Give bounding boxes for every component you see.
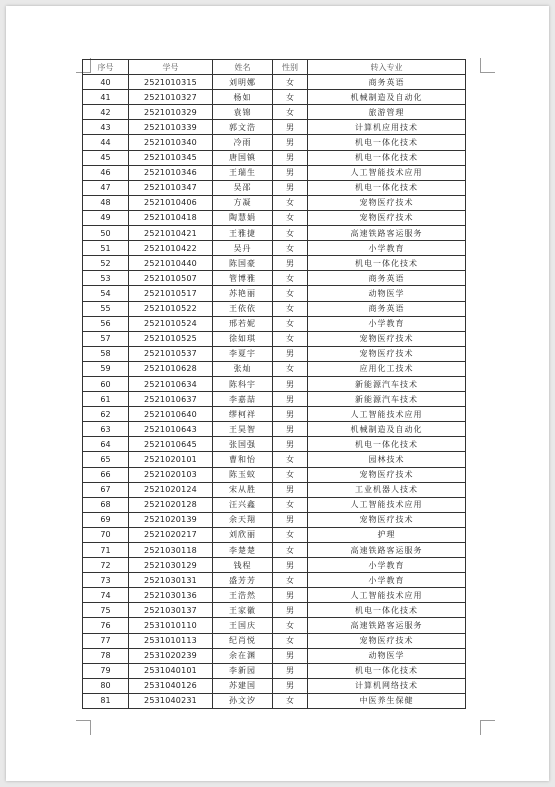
student-name: 王瑞生	[213, 165, 273, 180]
student-id: 2531040126	[129, 678, 213, 693]
table-row	[83, 226, 466, 241]
row-index: 52	[83, 256, 129, 271]
table-row	[83, 376, 466, 391]
gender: 女	[273, 573, 308, 588]
row-index: 81	[83, 693, 129, 708]
row-index: 68	[83, 497, 129, 512]
transfer-major: 动物医学	[308, 286, 466, 301]
table-row	[83, 663, 466, 678]
row-index: 74	[83, 588, 129, 603]
table-row	[83, 346, 466, 361]
student-id: 2521010422	[129, 241, 213, 256]
table-row	[83, 633, 466, 648]
student-name: 袁锦	[213, 105, 273, 120]
gender: 男	[273, 437, 308, 452]
table-row	[83, 618, 466, 633]
gender: 男	[273, 392, 308, 407]
student-name: 汪兴鑫	[213, 497, 273, 512]
gender: 女	[273, 452, 308, 467]
row-index: 55	[83, 301, 129, 316]
gender: 女	[273, 693, 308, 708]
header-gender: 性别	[273, 60, 308, 75]
row-index: 72	[83, 558, 129, 573]
gender: 女	[273, 527, 308, 542]
student-name: 张灿	[213, 361, 273, 376]
table-row	[83, 256, 466, 271]
student-name: 刘欣丽	[213, 527, 273, 542]
transfer-major: 宠物医疗技术	[308, 210, 466, 225]
student-name: 缪柯祥	[213, 407, 273, 422]
crop-mark-top-right	[480, 58, 495, 73]
student-id: 2531020239	[129, 648, 213, 663]
table-row	[83, 678, 466, 693]
student-id: 2531010113	[129, 633, 213, 648]
table-row	[83, 241, 466, 256]
student-id: 2521010634	[129, 376, 213, 391]
transfer-major: 小学教育	[308, 241, 466, 256]
student-name: 王浩然	[213, 588, 273, 603]
student-id: 2521010537	[129, 346, 213, 361]
student-id: 2521010645	[129, 437, 213, 452]
transfer-major: 机电一体化技术	[308, 663, 466, 678]
row-index: 57	[83, 331, 129, 346]
student-name: 李新园	[213, 663, 273, 678]
table-row	[83, 165, 466, 180]
transfer-major: 商务英语	[308, 75, 466, 90]
table-row	[83, 512, 466, 527]
student-name: 苏艳丽	[213, 286, 273, 301]
table-row	[83, 588, 466, 603]
student-name: 陈国豪	[213, 256, 273, 271]
student-id: 2521030137	[129, 603, 213, 618]
student-name: 方凝	[213, 195, 273, 210]
row-index: 77	[83, 633, 129, 648]
student-name: 曹和怡	[213, 452, 273, 467]
student-name: 李夏宇	[213, 346, 273, 361]
table-row	[83, 361, 466, 376]
row-index: 56	[83, 316, 129, 331]
student-name: 管博雅	[213, 271, 273, 286]
student-id: 2531040231	[129, 693, 213, 708]
student-name: 盛芳芳	[213, 573, 273, 588]
student-name: 杨如	[213, 90, 273, 105]
student-id: 2521010327	[129, 90, 213, 105]
student-name: 王国庆	[213, 618, 273, 633]
student-name: 郭文浩	[213, 120, 273, 135]
row-index: 42	[83, 105, 129, 120]
row-index: 64	[83, 437, 129, 452]
student-id: 2521020128	[129, 497, 213, 512]
transfer-major: 商务英语	[308, 301, 466, 316]
student-id: 2521010525	[129, 331, 213, 346]
table-row	[83, 301, 466, 316]
transfer-major: 人工智能技术应用	[308, 588, 466, 603]
table-row	[83, 648, 466, 663]
transfer-major: 机械制造及自动化	[308, 90, 466, 105]
student-name: 余在渊	[213, 648, 273, 663]
student-id: 2521030131	[129, 573, 213, 588]
transfer-major: 小学教育	[308, 316, 466, 331]
table-row	[83, 331, 466, 346]
student-name: 余天翔	[213, 512, 273, 527]
student-name: 吴丹	[213, 241, 273, 256]
table-body	[83, 75, 466, 709]
transfer-major: 中医养生保健	[308, 693, 466, 708]
gender: 男	[273, 256, 308, 271]
row-index: 73	[83, 573, 129, 588]
student-id: 2521010339	[129, 120, 213, 135]
transfer-major: 机电一体化技术	[308, 437, 466, 452]
transfer-major: 商务英语	[308, 271, 466, 286]
table-row	[83, 286, 466, 301]
student-name: 苏建国	[213, 678, 273, 693]
transfer-major: 高速铁路客运服务	[308, 543, 466, 558]
row-index: 79	[83, 663, 129, 678]
transfer-major: 机电一体化技术	[308, 256, 466, 271]
table-row	[83, 135, 466, 150]
student-id: 2521010340	[129, 135, 213, 150]
student-id: 2521010637	[129, 392, 213, 407]
student-name: 唐国镇	[213, 150, 273, 165]
transfer-major: 宠物医疗技术	[308, 633, 466, 648]
transfer-student-table	[82, 59, 466, 709]
table-row	[83, 392, 466, 407]
student-id: 2521010406	[129, 195, 213, 210]
gender: 男	[273, 120, 308, 135]
table-row	[83, 90, 466, 105]
gender: 男	[273, 558, 308, 573]
table-row	[83, 75, 466, 90]
transfer-major: 工业机器人技术	[308, 482, 466, 497]
transfer-major: 机电一体化技术	[308, 603, 466, 618]
student-id: 2521010507	[129, 271, 213, 286]
transfer-major: 宠物医疗技术	[308, 331, 466, 346]
row-index: 47	[83, 180, 129, 195]
gender: 男	[273, 663, 308, 678]
table-row	[83, 452, 466, 467]
header-name: 姓名	[213, 60, 273, 75]
transfer-major: 园林技术	[308, 452, 466, 467]
row-index: 43	[83, 120, 129, 135]
student-id: 2521010329	[129, 105, 213, 120]
gender: 女	[273, 226, 308, 241]
gender: 女	[273, 90, 308, 105]
transfer-major: 新能源汽车技术	[308, 392, 466, 407]
student-id: 2521020103	[129, 467, 213, 482]
student-name: 孙文汐	[213, 693, 273, 708]
table-row	[83, 437, 466, 452]
student-name: 李楚楚	[213, 543, 273, 558]
transfer-major: 宠物医疗技术	[308, 195, 466, 210]
student-id: 2521010347	[129, 180, 213, 195]
gender: 女	[273, 316, 308, 331]
gender: 女	[273, 271, 308, 286]
row-index: 69	[83, 512, 129, 527]
student-name: 李嘉喆	[213, 392, 273, 407]
student-name: 陈科宇	[213, 376, 273, 391]
transfer-major: 应用化工技术	[308, 361, 466, 376]
row-index: 61	[83, 392, 129, 407]
table-row	[83, 210, 466, 225]
row-index: 53	[83, 271, 129, 286]
gender: 男	[273, 603, 308, 618]
row-index: 49	[83, 210, 129, 225]
student-id: 2521020217	[129, 527, 213, 542]
student-name: 徐如琪	[213, 331, 273, 346]
table-header-row	[83, 60, 466, 75]
student-name: 王家徽	[213, 603, 273, 618]
student-name: 宋从胜	[213, 482, 273, 497]
transfer-major: 旅游管理	[308, 105, 466, 120]
gender: 男	[273, 678, 308, 693]
gender: 女	[273, 75, 308, 90]
student-name: 钱程	[213, 558, 273, 573]
row-index: 41	[83, 90, 129, 105]
row-index: 44	[83, 135, 129, 150]
row-index: 40	[83, 75, 129, 90]
table-row	[83, 558, 466, 573]
transfer-major: 护理	[308, 527, 466, 542]
header-index: 序号	[83, 60, 129, 75]
student-id: 2521010640	[129, 407, 213, 422]
student-name: 王雅捷	[213, 226, 273, 241]
transfer-major: 人工智能技术应用	[308, 407, 466, 422]
crop-mark-bottom-left	[76, 720, 91, 735]
table-row	[83, 180, 466, 195]
row-index: 65	[83, 452, 129, 467]
table-row	[83, 573, 466, 588]
row-index: 70	[83, 527, 129, 542]
transfer-major: 机电一体化技术	[308, 180, 466, 195]
gender: 男	[273, 407, 308, 422]
student-name: 王昊智	[213, 422, 273, 437]
transfer-major: 小学教育	[308, 558, 466, 573]
header-student-id: 学号	[129, 60, 213, 75]
row-index: 63	[83, 422, 129, 437]
table-row	[83, 543, 466, 558]
table-row	[83, 693, 466, 708]
table-row	[83, 497, 466, 512]
transfer-major: 机电一体化技术	[308, 150, 466, 165]
table-row	[83, 150, 466, 165]
gender: 女	[273, 301, 308, 316]
student-name: 张国强	[213, 437, 273, 452]
table-row	[83, 271, 466, 286]
student-name: 陶慧娟	[213, 210, 273, 225]
row-index: 50	[83, 226, 129, 241]
student-name: 邢若妮	[213, 316, 273, 331]
student-id: 2521010345	[129, 150, 213, 165]
transfer-major: 宠物医疗技术	[308, 512, 466, 527]
transfer-major: 人工智能技术应用	[308, 497, 466, 512]
student-id: 2531040101	[129, 663, 213, 678]
transfer-major: 计算机网络技术	[308, 678, 466, 693]
gender: 女	[273, 105, 308, 120]
row-index: 71	[83, 543, 129, 558]
student-id: 2521010418	[129, 210, 213, 225]
gender: 女	[273, 331, 308, 346]
student-name: 冷雨	[213, 135, 273, 150]
gender: 女	[273, 618, 308, 633]
student-id: 2521030136	[129, 588, 213, 603]
student-id: 2521010421	[129, 226, 213, 241]
student-id: 2521020124	[129, 482, 213, 497]
transfer-major: 新能源汽车技术	[308, 376, 466, 391]
row-index: 58	[83, 346, 129, 361]
table-row	[83, 195, 466, 210]
crop-mark-bottom-right	[480, 720, 495, 735]
gender: 男	[273, 376, 308, 391]
gender: 女	[273, 361, 308, 376]
transfer-major: 机电一体化技术	[308, 135, 466, 150]
gender: 男	[273, 648, 308, 663]
transfer-major: 动物医学	[308, 648, 466, 663]
student-id: 2521020139	[129, 512, 213, 527]
student-id: 2521010517	[129, 286, 213, 301]
table-row	[83, 467, 466, 482]
transfer-major: 计算机应用技术	[308, 120, 466, 135]
table-row	[83, 316, 466, 331]
table-row	[83, 120, 466, 135]
row-index: 54	[83, 286, 129, 301]
gender: 女	[273, 467, 308, 482]
student-id: 2521010524	[129, 316, 213, 331]
transfer-major: 人工智能技术应用	[308, 165, 466, 180]
row-index: 78	[83, 648, 129, 663]
gender: 男	[273, 512, 308, 527]
student-id: 2521010522	[129, 301, 213, 316]
student-id: 2521020101	[129, 452, 213, 467]
row-index: 66	[83, 467, 129, 482]
row-index: 48	[83, 195, 129, 210]
gender: 男	[273, 135, 308, 150]
student-name: 刘明娜	[213, 75, 273, 90]
gender: 女	[273, 497, 308, 512]
transfer-major: 高速铁路客运服务	[308, 618, 466, 633]
row-index: 76	[83, 618, 129, 633]
row-index: 60	[83, 376, 129, 391]
row-index: 62	[83, 407, 129, 422]
student-id: 2521010315	[129, 75, 213, 90]
row-index: 46	[83, 165, 129, 180]
student-name: 王依依	[213, 301, 273, 316]
student-name: 吴邵	[213, 180, 273, 195]
transfer-major: 高速铁路客运服务	[308, 226, 466, 241]
student-id: 2521030118	[129, 543, 213, 558]
gender: 男	[273, 165, 308, 180]
gender: 女	[273, 286, 308, 301]
gender: 女	[273, 210, 308, 225]
gender: 女	[273, 195, 308, 210]
gender: 男	[273, 588, 308, 603]
student-id: 2521030129	[129, 558, 213, 573]
gender: 男	[273, 150, 308, 165]
student-id: 2521010440	[129, 256, 213, 271]
row-index: 45	[83, 150, 129, 165]
transfer-major: 宠物医疗技术	[308, 467, 466, 482]
table-row	[83, 422, 466, 437]
transfer-major: 机械制造及自动化	[308, 422, 466, 437]
student-name: 陈玉蚊	[213, 467, 273, 482]
student-name: 纪肖悦	[213, 633, 273, 648]
gender: 男	[273, 346, 308, 361]
gender: 男	[273, 422, 308, 437]
transfer-major: 小学教育	[308, 573, 466, 588]
table-row	[83, 482, 466, 497]
student-id: 2521010643	[129, 422, 213, 437]
header-major: 转入专业	[308, 60, 466, 75]
table-row	[83, 603, 466, 618]
student-id: 2521010628	[129, 361, 213, 376]
student-id: 2521010346	[129, 165, 213, 180]
gender: 男	[273, 180, 308, 195]
table-row	[83, 407, 466, 422]
row-index: 51	[83, 241, 129, 256]
row-index: 67	[83, 482, 129, 497]
gender: 女	[273, 543, 308, 558]
row-index: 59	[83, 361, 129, 376]
row-index: 75	[83, 603, 129, 618]
table-row	[83, 105, 466, 120]
gender: 女	[273, 633, 308, 648]
row-index: 80	[83, 678, 129, 693]
gender: 女	[273, 241, 308, 256]
transfer-major: 宠物医疗技术	[308, 346, 466, 361]
table-row	[83, 527, 466, 542]
student-id: 2531010110	[129, 618, 213, 633]
gender: 男	[273, 482, 308, 497]
